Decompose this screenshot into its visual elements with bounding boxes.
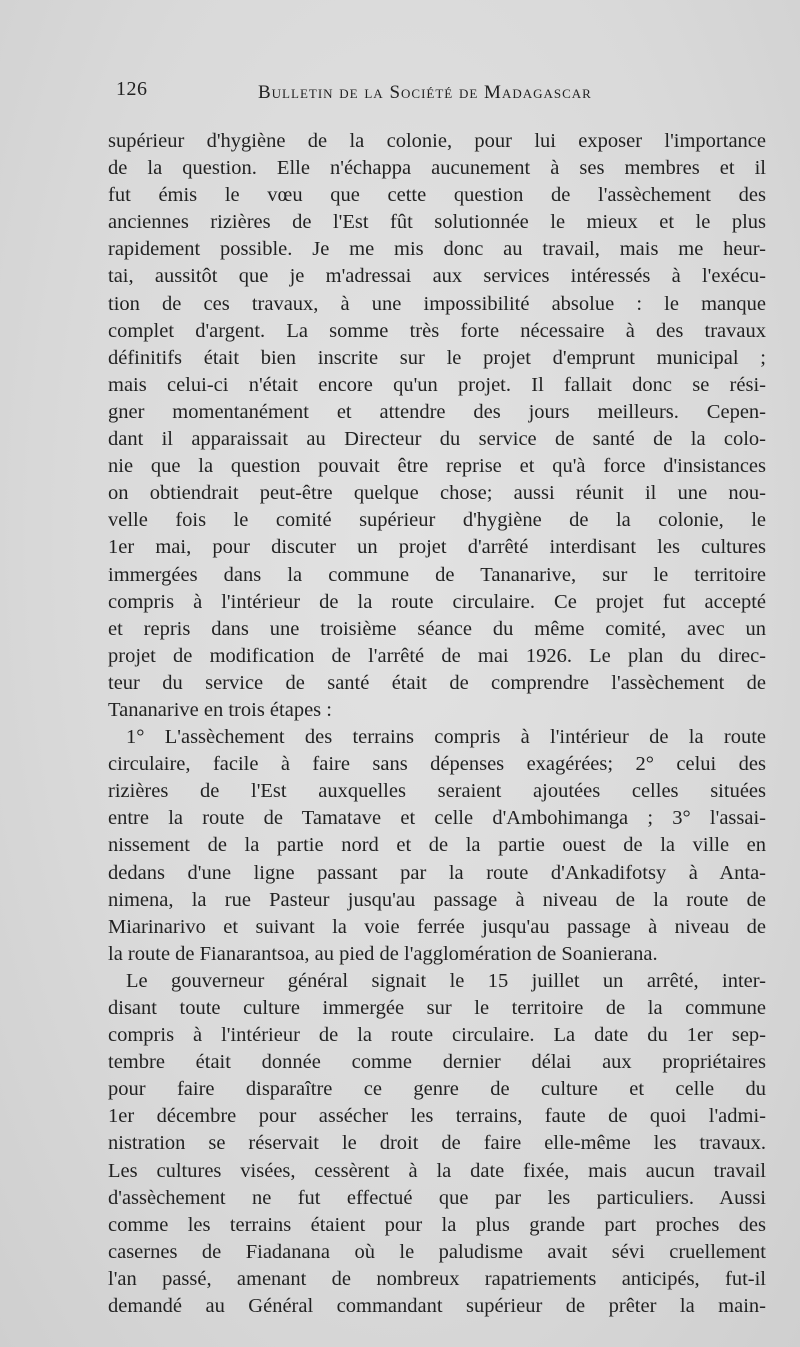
text-line: nimena, la rue Pasteur jusqu'au passage à niveau de la route de xyxy=(108,888,766,911)
text-line: anciennes rizières de l'Est fût solutionnée le mieux et le plus xyxy=(108,211,766,234)
text-line: demandé au Général commandant supérieur de prêter la main- xyxy=(108,1295,766,1318)
text-line: de la question. Elle n'échappa aucunement à ses membres et il xyxy=(108,157,766,180)
text-line: velle fois le comité supérieur d'hygiène de la colonie, le xyxy=(108,509,766,532)
text-line: nistration se réservait le droit de faire elle-même les travaux. xyxy=(108,1132,766,1155)
text-line: comme les terrains étaient pour la plus grande part proches des xyxy=(108,1213,766,1236)
text-line: mais celui-ci n'était encore qu'un projet. Il fallait donc se rési- xyxy=(108,373,766,396)
text-line: 1er mai, pour discuter un projet d'arrêté interdisant les cultures xyxy=(108,536,766,559)
text-line: nie que la question pouvait être reprise et qu'à force d'insistances xyxy=(108,455,766,478)
text-line: teur du service de santé était de comprendre l'assèchement de xyxy=(108,671,766,694)
text-line: immergées dans la commune de Tananarive, sur le territoire xyxy=(108,563,766,586)
text-line: on obtiendrait peut-être quelque chose; aussi réunit il une nou- xyxy=(108,482,766,505)
text-line: et repris dans une troisième séance du même comité, avec un xyxy=(108,617,766,640)
text-line: Miarinarivo et suivant la voie ferrée jusqu'au passage à niveau de xyxy=(108,915,766,938)
text-line: Les cultures visées, cessèrent à la date fixée, mais aucun travail xyxy=(108,1159,766,1182)
text-line: 1° L'assèchement des terrains compris à l'intérieur de la route xyxy=(126,726,766,749)
text-line: fut émis le vœu que cette question de l'assèchement des xyxy=(108,184,766,207)
text-line: gner momentanément et attendre des jours meilleurs. Cepen- xyxy=(108,400,766,423)
text-line: Tananarive en trois étapes : xyxy=(108,698,332,721)
text-line: tion de ces travaux, à une impossibilité absolue : le manque xyxy=(108,292,766,315)
text-line: circulaire, facile à faire sans dépenses exagérées; 2° celui des xyxy=(108,753,766,776)
text-line: la route de Fianarantsoa, au pied de l'agglomération de Soanierana. xyxy=(108,942,658,965)
text-line: l'an passé, amenant de nombreux rapatriements anticipés, fut-il xyxy=(108,1267,766,1290)
text-line: tai, aussitôt que je m'adressai aux services intéressés à l'exécu- xyxy=(108,265,766,288)
text-line: rapidement possible. Je me mis donc au travail, mais me heur- xyxy=(108,238,766,261)
text-line: disant toute culture immergée sur le territoire de la commune xyxy=(108,997,766,1019)
page-header xyxy=(110,72,770,112)
text-line: d'assèchement ne fut effectué que par les particuliers. Aussi xyxy=(108,1186,766,1209)
text-line: casernes de Fiadanana où le paludisme avait sévi cruellement xyxy=(108,1240,766,1263)
text-line: dant il apparaissait au Directeur du service de santé de la colo- xyxy=(108,428,766,451)
text-line: nissement de la partie nord et de la partie ouest de la ville en xyxy=(108,834,766,857)
text-line: compris à l'intérieur de la route circulaire. Ce projet fut accepté xyxy=(108,590,766,613)
body-text xyxy=(108,128,766,1320)
text-line: rizières de l'Est auxquelles seraient ajoutées celles situées xyxy=(108,780,766,803)
text-line: compris à l'intérieur de la route circulaire. La date du 1er sep- xyxy=(108,1024,766,1047)
text-line: entre la route de Tamatave et celle d'Ambohimanga ; 3° l'assai- xyxy=(108,807,766,830)
text-line: supérieur d'hygiène de la colonie, pour lui exposer l'importance xyxy=(108,130,766,152)
text-line: projet de modification de l'arrêté de mai 1926. Le plan du direc- xyxy=(108,644,766,667)
page-number: 126 xyxy=(116,78,148,100)
text-line: pour faire disparaître ce genre de culture et celle du xyxy=(108,1078,766,1101)
text-line: Le gouverneur général signait le 15 juillet un arrêté, inter- xyxy=(126,969,766,992)
running-title: Bulletin de la Société de Madagascar xyxy=(258,82,592,103)
text-line: complet d'argent. La somme très forte nécessaire à des travaux xyxy=(108,319,766,342)
text-line: tembre était donnée comme dernier délai aux propriétaires xyxy=(108,1051,766,1074)
text-line: dedans d'une ligne passant par la route d'Ankadifotsy à Anta- xyxy=(108,861,766,884)
text-line: définitifs était bien inscrite sur le projet d'emprunt municipal ; xyxy=(108,346,766,369)
text-line: 1er décembre pour assécher les terrains, faute de quoi l'admi- xyxy=(108,1105,766,1128)
